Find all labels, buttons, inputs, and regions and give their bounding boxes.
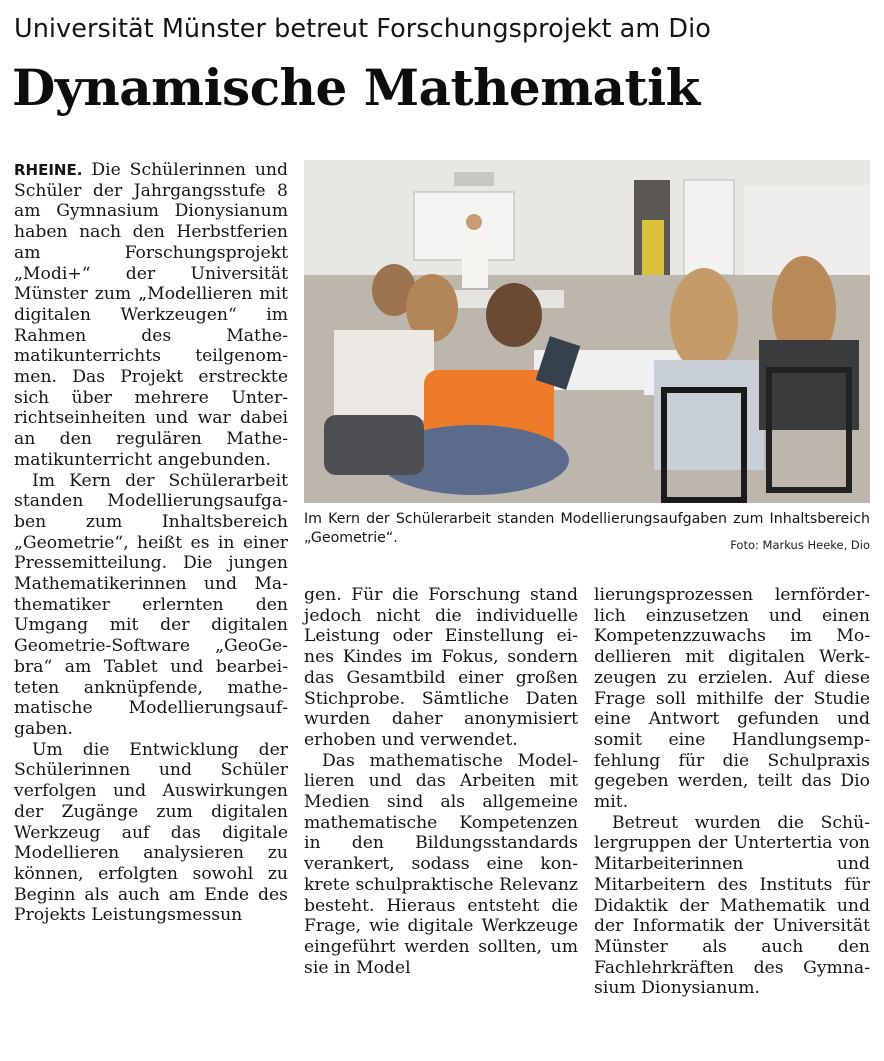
paragraph-3-start: Um die Entwicklung der Schülerinnen und Schüler verfolgen und Auswirkungen der Zugänge zum digitalen Werkzeug auf das digitale Modellieren analysieren zu können, erfolgten sowohl zu Beginn als auch am Ende des Projekts Leistungsmessun [14,739,288,926]
dateline: RHEINE. [14,161,83,179]
headline: Dynamische Mathematik [12,58,700,117]
column-2 [304,585,578,978]
classroom-photo [304,160,870,503]
column-3 [594,585,870,999]
column-1 [14,160,288,926]
paragraph-2: Im Kern der Schülerarbeit standen Modellierungsaufgaben zum Inhaltsbereich „Geometrie“, heißt es in einer Pressemitteilung. Die jungen Mathematikerinnen und Mathematiker erlernten den Umgang mit der digitalen Geometrie-Software „GeoGebra“ am Tablet und bearbeiteten anknüpfende, mathematische Modellierungsaufgaben. [14,470,288,739]
paragraph-5: Betreut wurden die Schülergruppen der Untertertia von Mitarbeiterinnen und Mitarbeitern des Instituts für Didaktik der Mathematik und der Informatik der Universität Münster als auch den Fachlehrkräften des Gymnasium Dionysianum. [594,812,870,999]
paragraph-3-continued: gen. Für die Forschung stand jedoch nicht die individuelle Leistung oder Einstellung eines Kindes im Fokus, sondern das Gesamtbild einer großen Stichprobe. Sämtliche Daten wurden daher anonymisiert erhoben und verwendet. [304,585,578,750]
paragraph-4-continued: lierungsprozessen lernförderlich einzusetzen und einen Kompetenzzuwachs im Modellieren mit digitalen Werkzeugen zu erzielen. Auf diese Frage soll mithilfe der Studie eine Antwort gefunden und somit eine Handlungsempfehlung für die Schulpraxis gegeben werden, teilt das Dio mit. [594,585,870,813]
classroom-photo-illustration [304,160,870,503]
photo-caption: Im Kern der Schülerarbeit standen Modellierungsaufgaben zum Inhaltsbereich „Geometrie“. [304,511,870,546]
photo-credit: Foto: Markus Heeke, Dio [730,538,870,552]
paragraph-1-text: Die Schülerinnen und Schüler der Jahrgangsstufe 8 am Gymnasium Dionysianum haben nach den Herbstferien am Forschungsprojekt „Modi+“ der Universität Münster zum „Modellieren mit digitalen Werkzeugen“ im Rahmen des Mathematikunterrichts teilgenommen. Das Projekt erstreckte sich über mehrere Unterrichtseinheiten und war dabei an den regulären Mathematikunterricht angebunden. [14,160,288,470]
kicker: Universität Münster betreut Forschungsprojekt am Dio [14,14,711,44]
paragraph-4-start: Das mathematische Modellieren und das Arbeiten mit Medien sind als allgemeine mathematische Kompetenzen in den Bildungsstandards verankert, sodass eine konkrete schulpraktische Relevanz besteht. Hieraus entsteht die Frage, wie digitale Werkzeuge eingeführt werden sollten, um sie in Model [304,750,578,978]
paragraph-1 [14,160,288,471]
